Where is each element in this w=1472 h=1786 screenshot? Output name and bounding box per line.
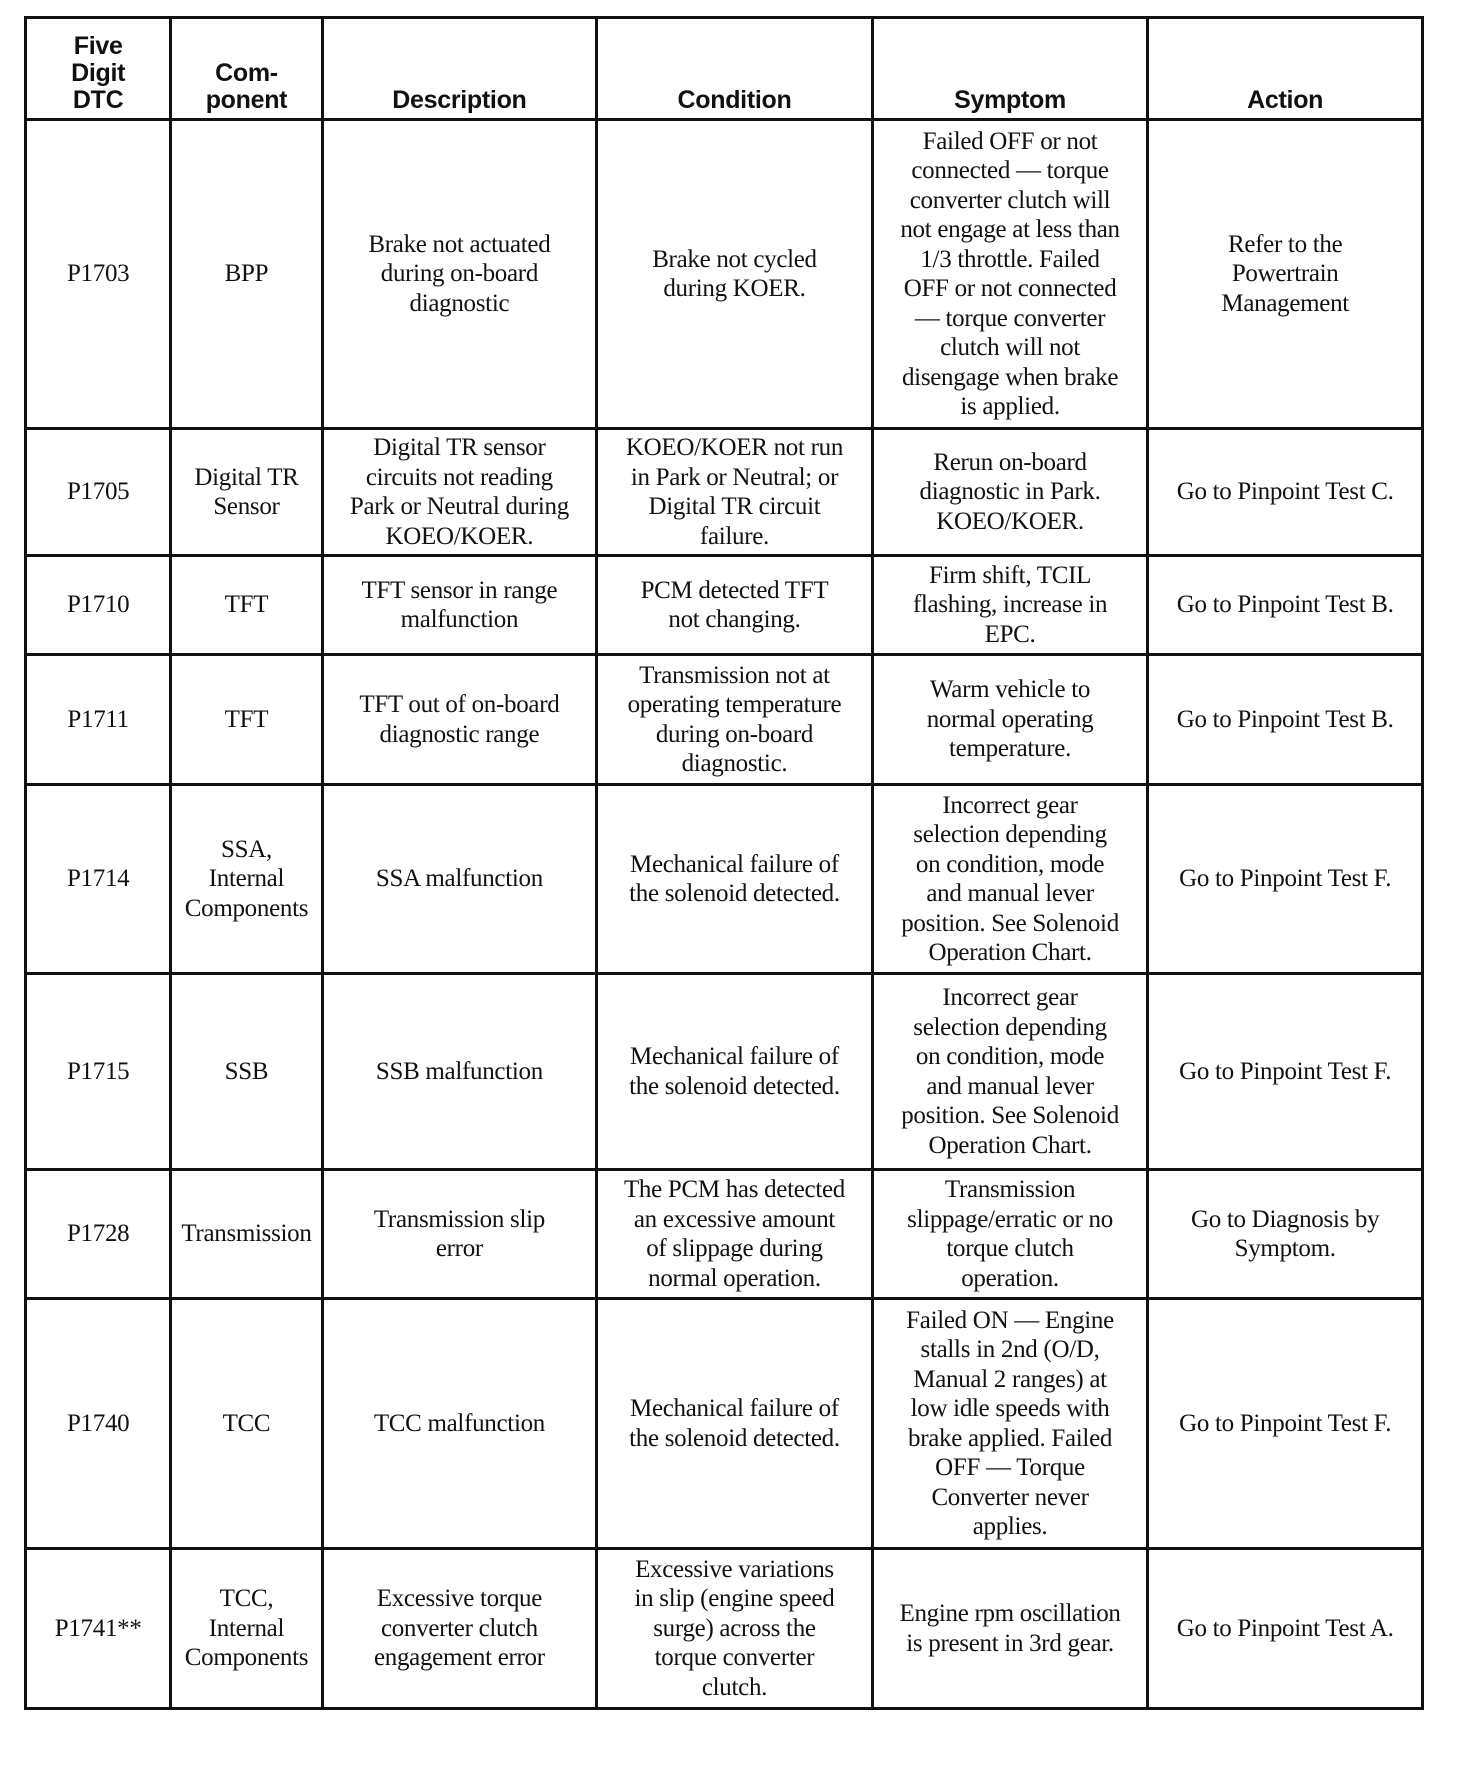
- cell-condition: KOEO/KOER not run in Park or Neutral; or Digital TR circuit failure.: [597, 429, 873, 556]
- header-action: Action: [1148, 18, 1423, 120]
- cell-condition: The PCM has detected an excessive amount of slippage during normal operation.: [597, 1170, 873, 1299]
- table-row: [26, 1299, 1423, 1549]
- cell-symptom: Warm vehicle to normal operating temperature.: [872, 655, 1148, 785]
- cell-symptom: Failed ON — Engine stalls in 2nd (O/D, Manual 2 ranges) at low idle speeds with brake applied. Failed OFF — Torque Converter never applies.: [872, 1299, 1148, 1549]
- cell-dtc: P1711: [26, 655, 171, 785]
- cell-component: Digital TR Sensor: [171, 429, 322, 556]
- cell-description: SSB malfunction: [322, 974, 597, 1170]
- cell-symptom: Transmission slippage/erratic or no torque clutch operation.: [872, 1170, 1148, 1299]
- cell-description: TFT out of on-board diagnostic range: [322, 655, 597, 785]
- cell-dtc: P1710: [26, 556, 171, 655]
- cell-action: Go to Pinpoint Test F.: [1148, 974, 1423, 1170]
- header-component: Com- ponent: [171, 18, 322, 120]
- header-condition: Condition: [597, 18, 873, 120]
- cell-component: TCC: [171, 1299, 322, 1549]
- cell-condition: PCM detected TFT not changing.: [597, 556, 873, 655]
- cell-component: TFT: [171, 556, 322, 655]
- cell-dtc: P1705: [26, 429, 171, 556]
- cell-symptom: Firm shift, TCIL flashing, increase in EPC.: [872, 556, 1148, 655]
- header-row: [26, 18, 1423, 120]
- cell-action: Go to Diagnosis by Symptom.: [1148, 1170, 1423, 1299]
- cell-condition: Transmission not at operating temperature during on-board diagnostic.: [597, 655, 873, 785]
- header-symptom: Symptom: [872, 18, 1148, 120]
- cell-symptom: Incorrect gear selection depending on condition, mode and manual lever position. See Solenoid Operation Chart.: [872, 974, 1148, 1170]
- cell-description: SSA malfunction: [322, 785, 597, 974]
- cell-symptom: Rerun on-board diagnostic in Park. KOEO/KOER.: [872, 429, 1148, 556]
- table-row: [26, 655, 1423, 785]
- cell-action: Go to Pinpoint Test B.: [1148, 556, 1423, 655]
- cell-dtc: P1714: [26, 785, 171, 974]
- table-row: [26, 1549, 1423, 1709]
- cell-description: Excessive torque converter clutch engagement error: [322, 1549, 597, 1709]
- cell-dtc: P1740: [26, 1299, 171, 1549]
- cell-description: TCC malfunction: [322, 1299, 597, 1549]
- table-row: [26, 556, 1423, 655]
- cell-condition: Mechanical failure of the solenoid detected.: [597, 785, 873, 974]
- cell-condition: Mechanical failure of the solenoid detected.: [597, 974, 873, 1170]
- cell-component: TFT: [171, 655, 322, 785]
- table-row: [26, 120, 1423, 429]
- cell-dtc: P1715: [26, 974, 171, 1170]
- cell-condition: Excessive variations in slip (engine speed surge) across the torque converter clutch.: [597, 1549, 873, 1709]
- cell-description: Brake not actuated during on-board diagnostic: [322, 120, 597, 429]
- cell-component: SSA, Internal Components: [171, 785, 322, 974]
- cell-action: Go to Pinpoint Test A.: [1148, 1549, 1423, 1709]
- cell-dtc: P1728: [26, 1170, 171, 1299]
- cell-dtc: P1703: [26, 120, 171, 429]
- cell-condition: Mechanical failure of the solenoid detected.: [597, 1299, 873, 1549]
- cell-symptom: Engine rpm oscillation is present in 3rd gear.: [872, 1549, 1148, 1709]
- dtc-table: [24, 16, 1424, 1710]
- cell-action: Go to Pinpoint Test F.: [1148, 785, 1423, 974]
- cell-description: Transmission slip error: [322, 1170, 597, 1299]
- cell-action: Go to Pinpoint Test C.: [1148, 429, 1423, 556]
- cell-symptom: Incorrect gear selection depending on condition, mode and manual lever position. See Solenoid Operation Chart.: [872, 785, 1148, 974]
- cell-component: SSB: [171, 974, 322, 1170]
- cell-condition: Brake not cycled during KOER.: [597, 120, 873, 429]
- cell-description: TFT sensor in range malfunction: [322, 556, 597, 655]
- cell-description: Digital TR sensor circuits not reading Park or Neutral during KOEO/KOER.: [322, 429, 597, 556]
- table-row: [26, 785, 1423, 974]
- cell-component: Transmission: [171, 1170, 322, 1299]
- table-row: [26, 429, 1423, 556]
- table-row: [26, 1170, 1423, 1299]
- cell-action: Go to Pinpoint Test F.: [1148, 1299, 1423, 1549]
- cell-dtc: P1741**: [26, 1549, 171, 1709]
- cell-component: TCC, Internal Components: [171, 1549, 322, 1709]
- cell-component: BPP: [171, 120, 322, 429]
- header-description: Description: [322, 18, 597, 120]
- cell-action: Go to Pinpoint Test B.: [1148, 655, 1423, 785]
- cell-action: Refer to the Powertrain Management: [1148, 120, 1423, 429]
- header-dtc: Five Digit DTC: [26, 18, 171, 120]
- table-row: [26, 974, 1423, 1170]
- cell-symptom: Failed OFF or not connected — torque converter clutch will not engage at less than 1/3 throttle. Failed OFF or not connected — torque converter clutch will not disengage when brake is applied.: [872, 120, 1148, 429]
